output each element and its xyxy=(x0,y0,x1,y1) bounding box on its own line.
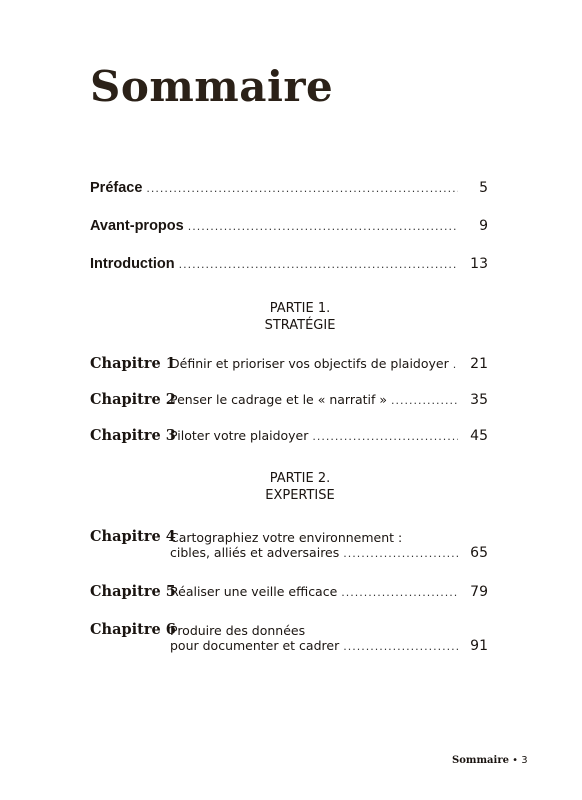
part-name: STRATÉGIE xyxy=(264,318,336,333)
toc-entry-chapitre-2[interactable] xyxy=(90,391,488,408)
footer-page-number: 3 xyxy=(521,755,528,766)
toc-entry-chapitre-5[interactable] xyxy=(90,583,488,600)
part-number: PARTIE 2. xyxy=(269,471,331,486)
chapter-title: Cartographiez votre environnement : xyxy=(170,530,403,545)
chapter-label: Chapitre 4 xyxy=(90,528,176,545)
toc-entry-chapitre-4[interactable] xyxy=(170,545,488,561)
part-name: EXPERTISE xyxy=(265,488,335,503)
part-number: PARTIE 1. xyxy=(269,301,331,316)
leader-dots xyxy=(341,586,458,599)
chapter-title: Produire des données xyxy=(170,623,306,638)
toc-entry-chapitre-6[interactable] xyxy=(170,638,488,654)
toc-entry-label: Avant-propos xyxy=(90,218,184,234)
chapter-title-line2: pour documenter et cadrer xyxy=(170,638,340,653)
toc-page-number: 79 xyxy=(470,584,488,600)
chapter-title: Définir et prioriser vos objectifs de plaidoyer xyxy=(170,356,449,371)
toc-page-number: 45 xyxy=(470,428,488,444)
toc-page-number: 91 xyxy=(470,638,488,654)
chapter-title-line2: cibles, alliés et adversaires xyxy=(170,545,340,560)
part-heading-2 xyxy=(0,470,582,504)
chapter-title: Réaliser une veille efficace xyxy=(170,584,338,599)
toc-page-number: 65 xyxy=(470,545,488,561)
toc-entry-label: Préface xyxy=(90,180,143,196)
chapter-label: Chapitre 6 xyxy=(90,621,176,638)
toc-entry-introduction[interactable] xyxy=(90,256,488,272)
page-footer xyxy=(452,755,528,766)
chapter-title: Penser le cadrage et le « narratif » xyxy=(170,392,388,407)
chapter-title: Piloter votre plaidoyer xyxy=(170,428,309,443)
part-heading-1 xyxy=(0,300,582,334)
footer-separator: • xyxy=(512,755,519,766)
toc-entry-chapitre-3[interactable] xyxy=(90,427,488,444)
toc-entry-avant-propos[interactable] xyxy=(90,218,488,234)
toc-entry-preface[interactable] xyxy=(90,180,488,196)
toc-entry-chapitre-1[interactable] xyxy=(90,355,488,372)
leader-dots xyxy=(312,430,458,443)
toc-page-number: 5 xyxy=(479,180,488,196)
toc-page-number: 9 xyxy=(479,218,488,234)
toc-page-number: 21 xyxy=(470,356,488,372)
chapter-label: Chapitre 3 xyxy=(90,427,176,444)
leader-dots xyxy=(453,358,458,371)
leader-dots xyxy=(343,640,458,653)
leader-dots xyxy=(188,220,458,233)
footer-label: Sommaire xyxy=(452,755,509,766)
toc-entry-label: Introduction xyxy=(90,256,175,272)
toc-page-number: 35 xyxy=(470,392,488,408)
leader-dots xyxy=(179,258,458,271)
chapter-label: Chapitre 2 xyxy=(90,391,176,408)
leader-dots xyxy=(391,394,458,407)
chapter-label: Chapitre 5 xyxy=(90,583,176,600)
leader-dots xyxy=(343,547,458,560)
leader-dots xyxy=(146,182,458,195)
chapter-label: Chapitre 1 xyxy=(90,355,176,372)
toc-page-number: 13 xyxy=(470,256,488,272)
page-title: Sommaire xyxy=(90,62,334,111)
